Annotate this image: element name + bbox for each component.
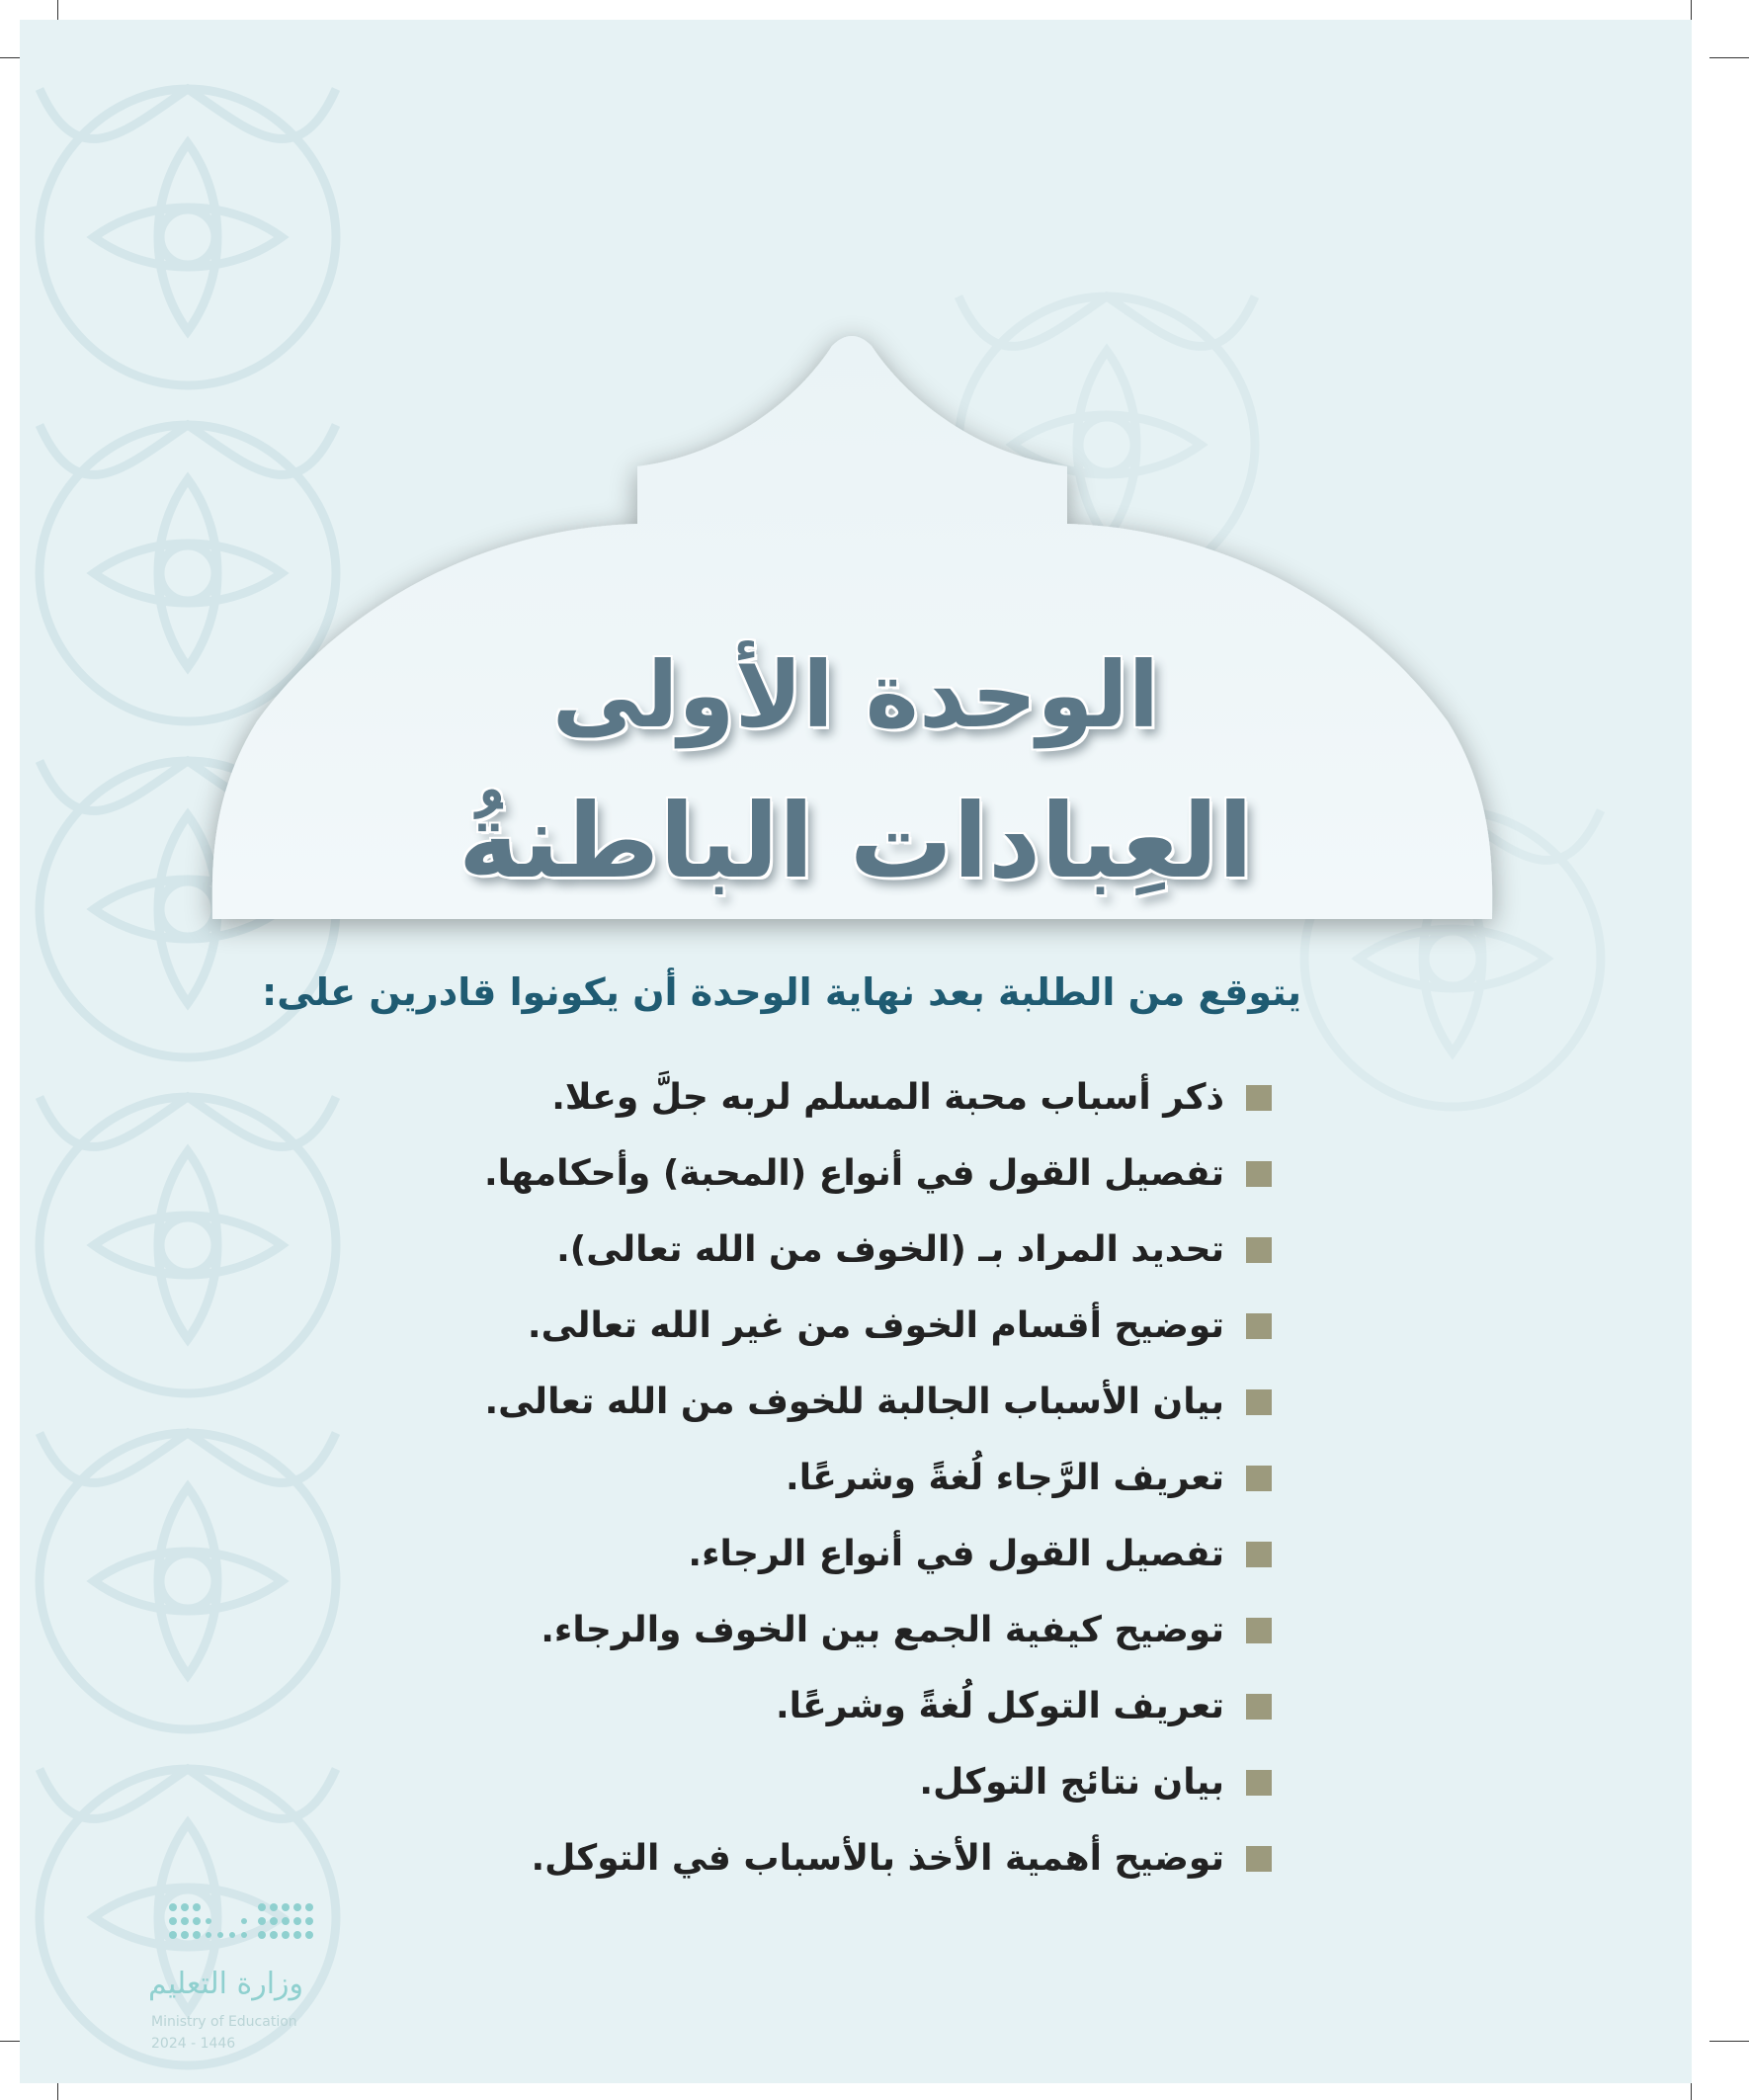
square-bullet-icon (1246, 1694, 1272, 1720)
square-bullet-icon (1246, 1846, 1272, 1872)
logo-year-text: 2024 - 1446 (151, 2036, 236, 2052)
list-item: توضيح أهمية الأخذ بالأسباب في التوكل. (484, 1820, 1272, 1896)
list-item: تعريف الرَّجاء لُغةً وشرعًا. (484, 1440, 1272, 1516)
list-item: تفصيل القول في أنواع (المحبة) وأحكامها. (484, 1135, 1272, 1212)
list-item: توضيح أقسام الخوف من غير الله تعالى. (484, 1288, 1272, 1364)
square-bullet-icon (1246, 1618, 1272, 1643)
crop-mark (1709, 57, 1749, 58)
logo-arabic-text: وزارة التعليم (148, 1967, 304, 2001)
list-item: بيان نتائج التوكل. (484, 1744, 1272, 1820)
unit-name-title: العِبادات الباطنةُ (458, 781, 1254, 901)
list-item: تعريف التوكل لُغةً وشرعًا. (484, 1668, 1272, 1744)
square-bullet-icon (1246, 1161, 1272, 1187)
list-item: ذكر أسباب محبة المسلم لربه جلَّ وعلا. (484, 1059, 1272, 1135)
square-bullet-icon (1246, 1085, 1272, 1111)
objectives-intro: يتوقع من الطلبة بعد نهاية الوحدة أن يكونوا قادرين على: (262, 970, 1301, 1014)
ministry-logo (74, 1897, 371, 2065)
list-item: توضيح كيفية الجمع بين الخوف والرجاء. (484, 1592, 1272, 1668)
page (20, 20, 1692, 2083)
list-item: تفصيل القول في أنواع الرجاء. (484, 1516, 1272, 1592)
logo-dots-icon (163, 1897, 321, 1957)
square-bullet-icon (1246, 1389, 1272, 1415)
crop-mark (1709, 2041, 1749, 2042)
list-item: تحديد المراد بـ (الخوف من الله تعالى). (484, 1212, 1272, 1288)
unit-number-title: الوحدة الأولى (551, 642, 1160, 748)
logo-english-text: Ministry of Education (151, 2014, 297, 2030)
square-bullet-icon (1246, 1770, 1272, 1796)
square-bullet-icon (1246, 1542, 1272, 1567)
list-item: بيان الأسباب الجالبة للخوف من الله تعالى. (484, 1364, 1272, 1440)
square-bullet-icon (1246, 1237, 1272, 1263)
square-bullet-icon (1246, 1466, 1272, 1491)
square-bullet-icon (1246, 1313, 1272, 1339)
objectives-list (484, 1059, 1272, 1896)
